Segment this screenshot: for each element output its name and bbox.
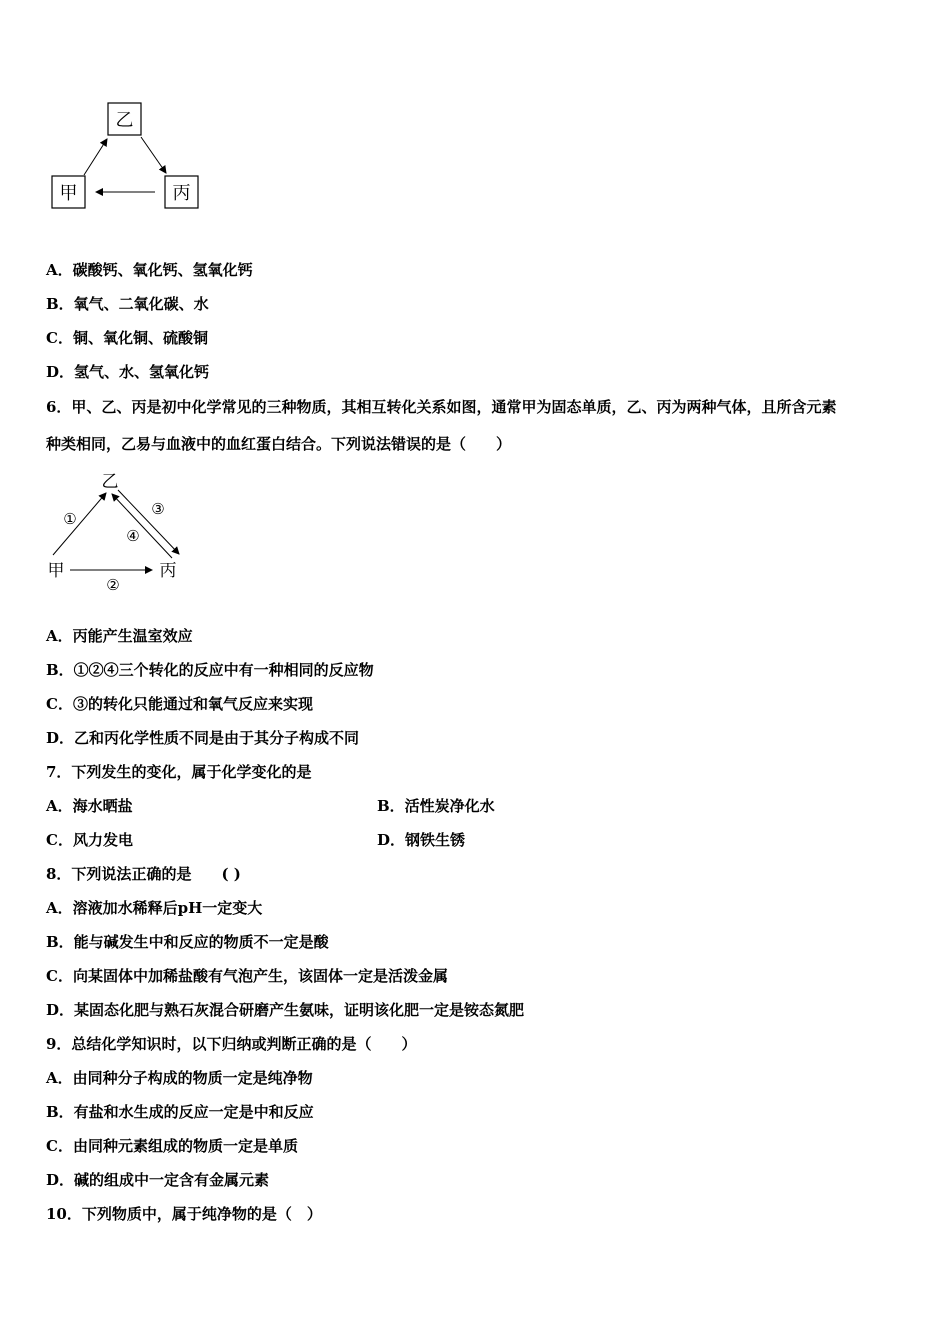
label-n4: ④ (126, 527, 140, 545)
conversion-diagram-1 (40, 95, 220, 220)
arrow-yi-to-bing (141, 137, 166, 173)
q8-option-d: D．某固态化肥与熟石灰混合研磨产生氨味，证明该化肥一定是铵态氮肥 (46, 1001, 525, 1019)
label-n2: ② (106, 576, 120, 594)
label-bing-2: 丙 (159, 561, 177, 581)
q7-option-c: C．风力发电 (46, 831, 133, 849)
q5-option-a: A．碳酸钙、氧化钙、氢氧化钙 (46, 261, 253, 279)
label-jia: 甲 (59, 183, 78, 204)
q9-stem: 9．总结化学知识时，以下归纳或判断正确的是（ ） (46, 1035, 417, 1053)
arrow-jia-to-yi (84, 139, 107, 175)
q5-option-b: B．氧气、二氧化碳、水 (46, 295, 209, 313)
label-n3: ③ (151, 500, 165, 518)
q9-option-b: B．有盐和水生成的反应一定是中和反应 (46, 1103, 314, 1121)
q10-stem: 10．下列物质中，属于纯净物的是（ ） (46, 1205, 322, 1223)
label-yi: 乙 (115, 110, 134, 131)
q6-option-a: A．丙能产生温室效应 (46, 627, 193, 645)
q7-option-d: D．钢铁生锈 (377, 831, 466, 849)
q6-option-c: C．③的转化只能通过和氧气反应来实现 (46, 695, 313, 713)
q8-stem: 8．下列说法正确的是 ( ) (46, 865, 241, 883)
conversion-diagram-2 (40, 466, 200, 596)
q7-stem: 7．下列发生的变化，属于化学变化的是 (46, 763, 312, 781)
q7-option-b: B．活性炭净化水 (377, 797, 495, 815)
label-n1: ① (63, 510, 77, 528)
label-bing: 丙 (172, 183, 191, 204)
q6-option-d: D．乙和丙化学性质不同是由于其分子构成不同 (46, 729, 360, 747)
q6-option-b: B．①②④三个转化的反应中有一种相同的反应物 (46, 661, 374, 679)
arrow-1-jia-to-yi (53, 493, 106, 555)
q9-option-c: C．由同种元素组成的物质一定是单质 (46, 1137, 298, 1155)
q6-stem-line-1: 6．甲、乙、丙是初中化学常见的三种物质，其相互转化关系如图，通常甲为固态单质，乙、丙为两种气体，且所含元素 (46, 398, 837, 416)
q9-option-d: D．碱的组成中一定含有金属元素 (46, 1171, 270, 1189)
q7-option-a: A．海水晒盐 (46, 797, 133, 815)
q8-option-a: A．溶液加水稀释后pH一定变大 (46, 899, 263, 917)
q8-option-c: C．向某固体中加稀盐酸有气泡产生，该固体一定是活泼金属 (46, 967, 448, 985)
q5-option-c: C．铜、氧化铜、硫酸铜 (46, 329, 208, 347)
label-yi-2: 乙 (101, 472, 119, 492)
label-jia-2: 甲 (47, 561, 65, 581)
q8-option-b: B．能与碱发生中和反应的物质不一定是酸 (46, 933, 329, 951)
q5-option-d: D．氢气、水、氢氧化钙 (46, 363, 210, 381)
q9-option-a: A．由同种分子构成的物质一定是纯净物 (46, 1069, 313, 1087)
q6-stem-line-2: 种类相同，乙易与血液中的血红蛋白结合。下列说法错误的是（ ） (46, 435, 512, 453)
